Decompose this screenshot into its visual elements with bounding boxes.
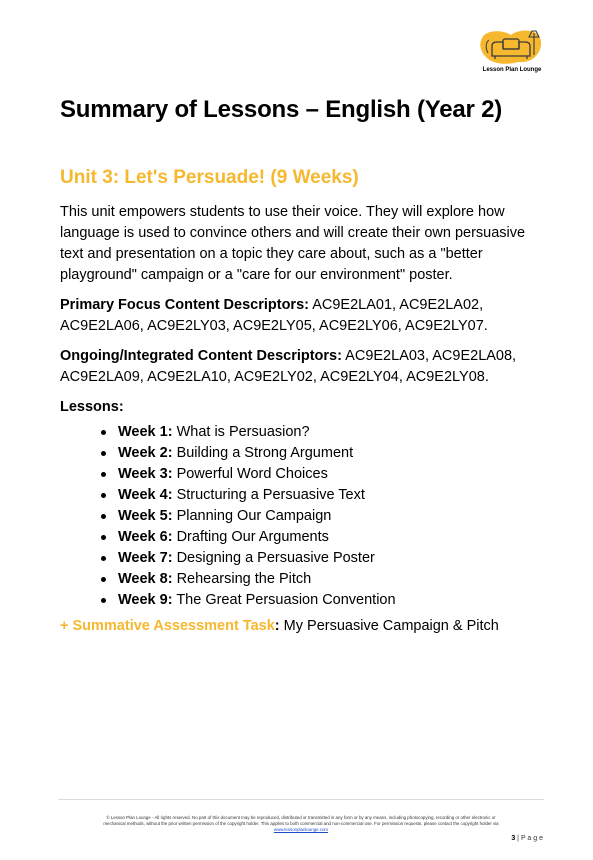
lesson-week: Week 6:: [118, 529, 173, 545]
lesson-title: What is Persuasion?: [172, 424, 310, 440]
lesson-week: Week 7:: [118, 550, 173, 566]
unit-intro: This unit empowers students to use their voice. They will explore how language is used to convince others and will create their own persuasive text and presentation on a topic they care about, such as a "better playground" campaign or a "care for our environment" poster.: [60, 204, 526, 283]
lessons-list: [60, 422, 545, 611]
lesson-item: [118, 422, 545, 443]
lesson-item: [118, 590, 545, 611]
lesson-week: Week 9:: [118, 592, 173, 608]
lesson-item: [118, 443, 545, 464]
page-number-value: 3: [511, 835, 516, 842]
lesson-week: Week 8:: [118, 571, 173, 587]
ongoing-descriptors: [60, 346, 545, 388]
unit-content: [60, 202, 545, 637]
lesson-week: Week 5:: [118, 508, 173, 524]
lesson-title: Building a Strong Argument: [172, 445, 354, 461]
lesson-week: Week 1:: [118, 424, 173, 440]
lesson-title: Rehearsing the Pitch: [172, 571, 312, 587]
lesson-week: Week 2:: [118, 445, 173, 461]
lesson-title: Drafting Our Arguments: [172, 529, 329, 545]
summative-label: + Summative Assessment Task: [60, 618, 275, 634]
ongoing-descriptors-label: Ongoing/Integrated Content Descriptors:: [60, 348, 342, 364]
lesson-title: Planning Our Campaign: [172, 508, 332, 524]
lesson-week: Week 4:: [118, 487, 173, 503]
summative-text: My Persuasive Campaign & Pitch: [279, 618, 499, 634]
lesson-week: Week 3:: [118, 466, 173, 482]
lesson-item: [118, 506, 545, 527]
unit-title: Unit 3: Let's Persuade! (9 Weeks): [60, 167, 359, 188]
footer-copyright: [58, 815, 544, 833]
brand-name: Lesson Plan Lounge: [482, 67, 542, 73]
summative-colon: :: [274, 618, 280, 634]
primary-descriptors-codes: AC9E2LA01, AC9E2LA02, AC9E2LA06, AC9E2LY03, AC9E2LY05, AC9E2LY06, AC9E2LY07.: [60, 297, 488, 334]
lesson-item: [118, 485, 545, 506]
lesson-item: [118, 464, 545, 485]
brand-logo-icon: [478, 28, 544, 66]
lesson-item: [118, 527, 545, 548]
lesson-item: [118, 548, 545, 569]
lessons-label: Lessons:: [60, 399, 124, 415]
primary-descriptors-label: Primary Focus Content Descriptors:: [60, 297, 309, 313]
footer-copyright-line: © Lesson Plan Lounge - All rights reserved. No part of this document may be reproduced, distributed or transmitted in any form or by any means, including photocopying, recording or other electronic or: [106, 815, 496, 820]
lesson-title: Designing a Persuasive Poster: [172, 550, 375, 566]
page-number: [511, 835, 543, 842]
lesson-title: Powerful Word Choices: [172, 466, 328, 482]
footer-divider: [58, 799, 544, 800]
lesson-title: The Great Persuasion Convention: [172, 592, 396, 608]
footer-website-link[interactable]: www.lessonplanlounge.com: [273, 827, 329, 832]
primary-descriptors: [60, 295, 545, 337]
footer-copyright-line: mechanical methods, without the prior written permission of the copyright holder. This applies to both commercial and non-commercial use. For permission requests, please contact the copyright holder via: [103, 821, 499, 826]
summative-task: [60, 616, 545, 637]
lesson-title: Structuring a Persuasive Text: [172, 487, 365, 503]
ongoing-descriptors-codes: AC9E2LA03, AC9E2LA08, AC9E2LA09, AC9E2LA10, AC9E2LY02, AC9E2LY04, AC9E2LY08.: [60, 348, 517, 385]
lesson-item: [118, 569, 545, 590]
page-title: Summary of Lessons – English (Year 2): [60, 96, 503, 123]
page-number-label: | P a g e: [515, 835, 543, 842]
